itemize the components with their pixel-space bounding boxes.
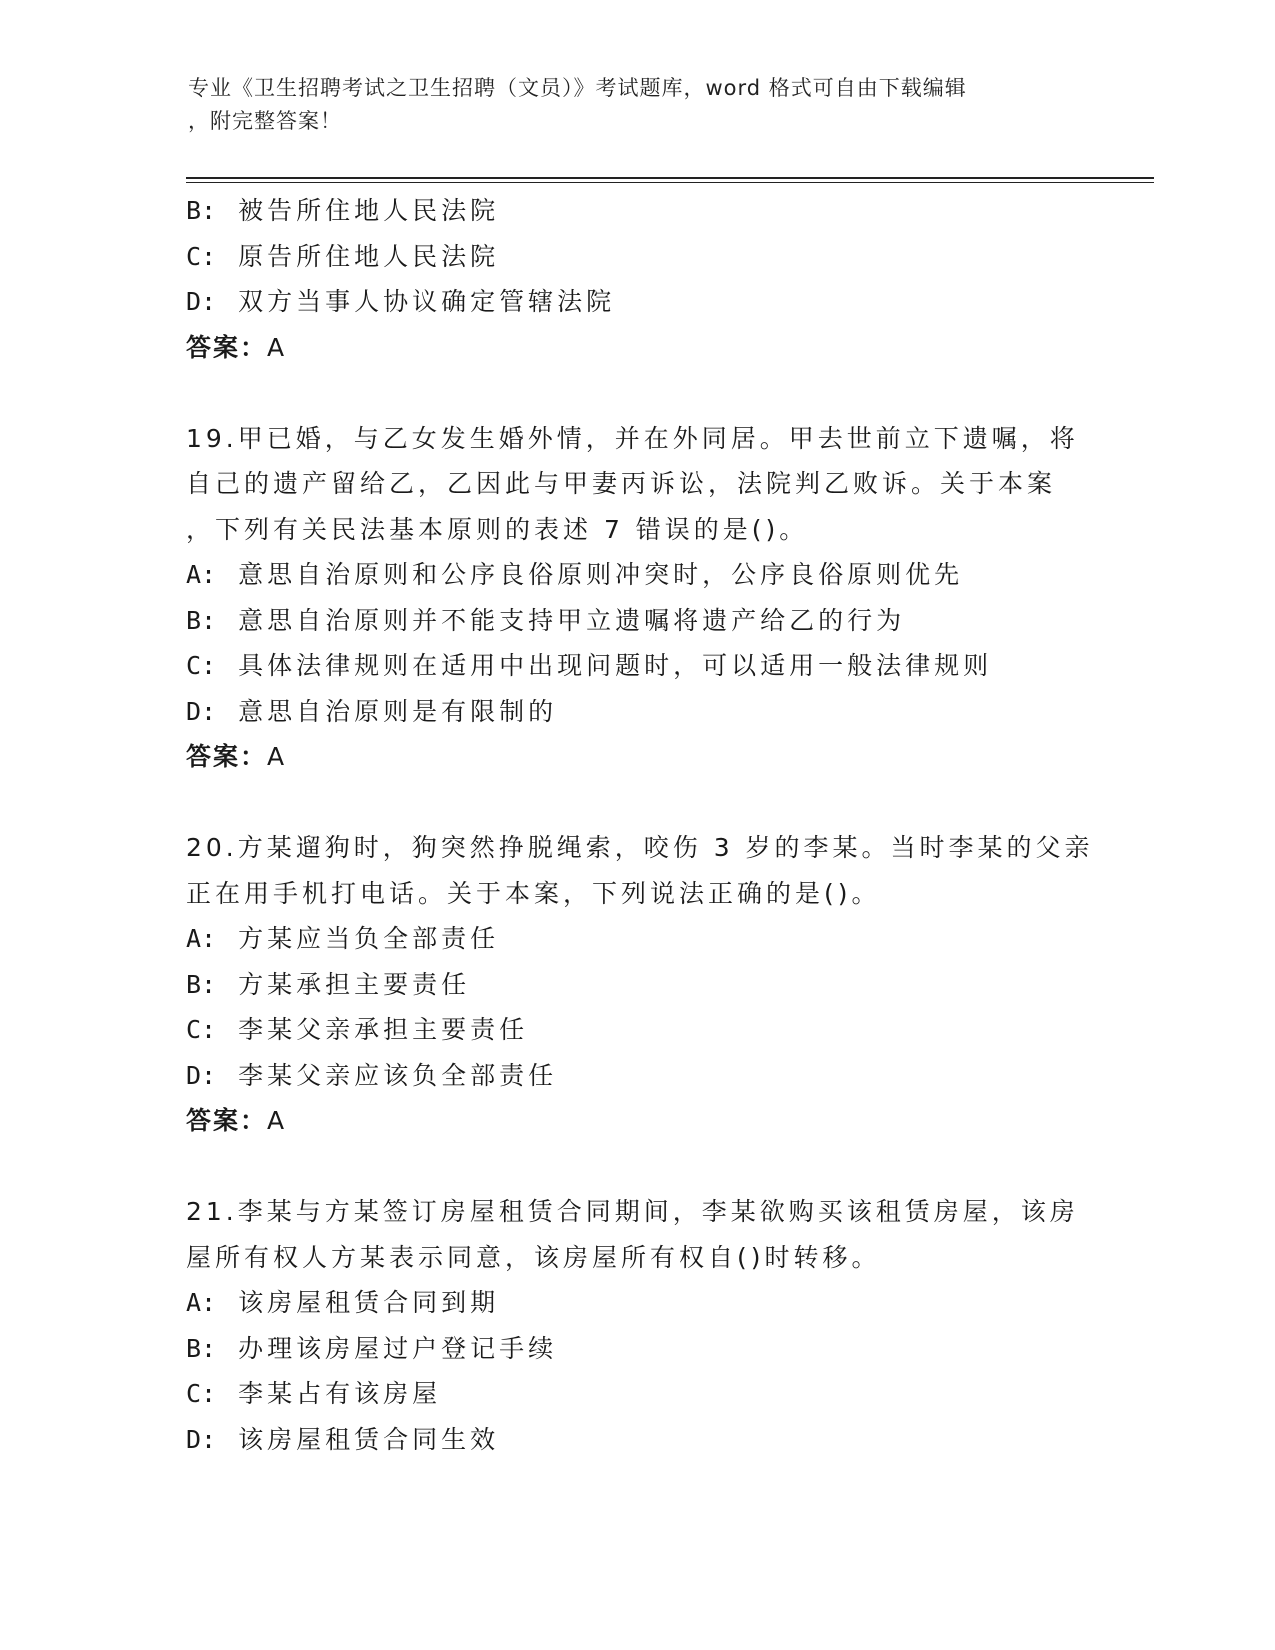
option-c: C: 具体法律规则在适用中出现问题时，可以适用一般法律规则 [186,651,993,680]
question-stem-line: ，下列有关民法基本原则的表述 7 错误的是()。 [186,514,809,544]
spacer [186,370,1086,416]
question-20 [186,825,1094,1144]
option-b: B: 被告所住地人民法院 [186,196,500,225]
option-b: B: 办理该房屋过户登记手续 [186,1333,558,1363]
question-18-options [186,188,1086,370]
spacer [186,780,1086,826]
document-header [188,72,1088,138]
option-d: D: 李某父亲应该负全部责任 [186,1060,558,1090]
option-d: D: 意思自治原则是有限制的 [186,696,558,726]
question-stem-line: 自己的遗产留给乙，乙因此与甲妻丙诉讼，法院判乙败诉。关于本案 [186,469,1057,498]
question-stem-line: 20.方某遛狗时，狗突然挣脱绳索，咬伤 3 岁的李某。当时李某的父亲 [186,833,1094,862]
question-19 [186,416,1086,780]
question-list [186,188,1094,1462]
question-stem-line: 19.甲已婚，与乙女发生婚外情，并在外同居。甲去世前立下遗嘱，将 [186,423,1079,453]
option-b: B: 意思自治原则并不能支持甲立遗嘱将遗产给乙的行为 [186,605,906,635]
answer-line: 答案：A [186,332,287,362]
answer-line: 答案：A [186,1106,287,1135]
question-stem-line: 屋所有权人方某表示同意，该房屋所有权自()时转移。 [186,1242,881,1272]
option-c: C: 李某父亲承担主要责任 [186,1015,529,1044]
spacer [186,1144,1086,1190]
option-a: A: 该房屋租赁合同到期 [186,1288,500,1317]
question-stem-line: 21.李某与方某签订房屋租赁合同期间，李某欲购买该租赁房屋，该房 [186,1197,1079,1226]
answer-line: 答案：A [186,742,287,771]
header-line-2: ，附完整答案！ [188,109,342,133]
option-d: D: 该房屋租赁合同生效 [186,1424,500,1454]
question-21 [186,1189,1086,1462]
option-c: C: 李某占有该房屋 [186,1379,442,1408]
option-d: D: 双方当事人协议确定管辖法院 [186,287,616,316]
option-a: A: 方某应当负全部责任 [186,924,500,953]
header-line-1: 专业《卫生招聘考试之卫生招聘（文员）》考试题库，word 格式可自由下载编辑 [188,76,967,100]
header-divider [186,177,1154,183]
question-stem-line: 正在用手机打电话。关于本案，下列说法正确的是()。 [186,878,881,908]
option-b: B: 方某承担主要责任 [186,969,471,999]
option-c: C: 原告所住地人民法院 [186,241,500,271]
option-a: A: 意思自治原则和公序良俗原则冲突时，公序良俗原则优先 [186,560,964,589]
